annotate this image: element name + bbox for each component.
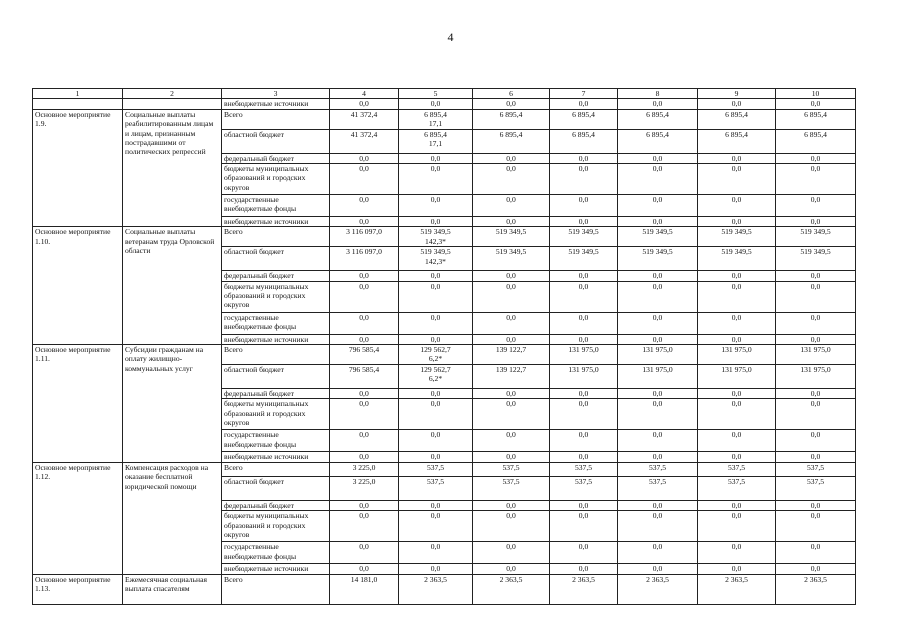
value-cell: 0,0	[399, 153, 473, 163]
value-cell: 0,0	[618, 164, 698, 195]
value-cell: 0,0	[550, 195, 618, 217]
value-cell: 0,0	[473, 388, 550, 398]
value-cell: 131 975,0	[776, 364, 856, 388]
value-cell: 0,0	[776, 281, 856, 312]
value-cell: 519 349,5	[550, 247, 618, 271]
funding-source-cell: внебюджетные источники	[222, 334, 330, 344]
value-cell: 0,0	[776, 271, 856, 281]
value-cell: 0,0	[399, 312, 473, 334]
value-cell: 0,0	[399, 271, 473, 281]
value-cell: 0,0	[698, 334, 776, 344]
value-cell: 0,0	[776, 334, 856, 344]
value-cell: 0,0	[399, 452, 473, 462]
value-cell: 0,0	[698, 281, 776, 312]
value-cell: 0,0	[330, 153, 399, 163]
value-cell: 0,0	[550, 564, 618, 574]
value-cell: 2 363,5	[550, 574, 618, 604]
value-cell: 0,0	[698, 542, 776, 564]
value-cell: 0,0	[399, 281, 473, 312]
column-number: 7	[550, 89, 618, 99]
value-cell: 0,0	[399, 217, 473, 227]
value-cell: 6 895,4	[776, 129, 856, 153]
value-cell: 6 895,4	[618, 129, 698, 153]
value-cell: 6 895,4	[698, 109, 776, 129]
value-cell: 0,0	[776, 153, 856, 163]
table-row	[33, 109, 856, 129]
table-row	[33, 574, 856, 604]
value-cell: 6 895,4	[698, 129, 776, 153]
value-cell: 131 975,0	[698, 345, 776, 365]
funding-source-cell: Всего	[222, 227, 330, 247]
value-cell: 6 895,4	[473, 129, 550, 153]
value-cell: 796 585,4	[330, 364, 399, 388]
funding-source-cell: государственные внебюджетные фонды	[222, 312, 330, 334]
value-cell: 537,5	[776, 462, 856, 476]
measure-name-cell: Основное мероприятие 1.12.	[33, 462, 123, 574]
value-cell: 0,0	[550, 511, 618, 542]
value-cell: 139 122,7	[473, 364, 550, 388]
value-cell: 0,0	[473, 399, 550, 430]
value-cell: 0,0	[698, 452, 776, 462]
funding-source-cell: Всего	[222, 574, 330, 604]
table-row	[33, 462, 856, 476]
value-cell: 0,0	[330, 334, 399, 344]
value-cell: 0,0	[550, 99, 618, 109]
value-cell: 519 349,5	[618, 227, 698, 247]
value-cell: 3 116 097,0	[330, 247, 399, 271]
funding-source-cell: областной бюджет	[222, 364, 330, 388]
value-cell: 537,5	[550, 462, 618, 476]
value-cell: 0,0	[473, 564, 550, 574]
funding-source-cell: государственные внебюджетные фонды	[222, 430, 330, 452]
value-cell: 0,0	[776, 217, 856, 227]
value-cell: 131 975,0	[618, 364, 698, 388]
value-cell: 14 181,0	[330, 574, 399, 604]
value-cell: 0,0	[618, 281, 698, 312]
value-cell: 0,0	[330, 564, 399, 574]
funding-source-cell: федеральный бюджет	[222, 153, 330, 163]
value-cell: 0,0	[698, 388, 776, 398]
value-cell: 0,0	[473, 164, 550, 195]
value-cell: 0,0	[698, 153, 776, 163]
value-cell: 0,0	[698, 99, 776, 109]
value-cell: 0,0	[776, 99, 856, 109]
column-number: 8	[618, 89, 698, 99]
value-cell: 0,0	[698, 312, 776, 334]
value-cell: 0,0	[399, 500, 473, 510]
column-number: 4	[330, 89, 399, 99]
value-cell: 537,5	[550, 476, 618, 500]
funding-source-cell: внебюджетные источники	[222, 99, 330, 109]
column-number: 2	[123, 89, 222, 99]
value-cell: 0,0	[473, 511, 550, 542]
value-cell: 0,0	[330, 217, 399, 227]
value-cell: 6 895,4	[550, 109, 618, 129]
value-cell: 0,0	[698, 430, 776, 452]
funding-source-cell: областной бюджет	[222, 476, 330, 500]
table-row	[33, 227, 856, 247]
value-cell: 0,0	[399, 430, 473, 452]
value-cell: 6 895,4	[473, 109, 550, 129]
value-cell: 139 122,7	[473, 345, 550, 365]
measure-name-cell: Основное мероприятие 1.10.	[33, 227, 123, 345]
value-cell: 0,0	[399, 542, 473, 564]
value-cell: 519 349,5	[776, 227, 856, 247]
value-cell: 0,0	[550, 542, 618, 564]
column-number-row	[33, 89, 856, 99]
value-cell: 537,5	[698, 476, 776, 500]
value-cell: 519 349,5	[473, 227, 550, 247]
value-cell: 0,0	[698, 500, 776, 510]
value-cell: 0,0	[473, 99, 550, 109]
value-cell: 537,5	[399, 462, 473, 476]
value-cell: 0,0	[399, 511, 473, 542]
value-cell: 0,0	[473, 452, 550, 462]
value-cell: 0,0	[550, 153, 618, 163]
measure-name-cell	[33, 99, 123, 109]
funding-source-cell: внебюджетные источники	[222, 452, 330, 462]
value-cell: 0,0	[618, 399, 698, 430]
value-cell: 0,0	[330, 430, 399, 452]
funding-source-cell: Всего	[222, 109, 330, 129]
value-cell: 0,0	[550, 281, 618, 312]
value-cell: 0,0	[330, 542, 399, 564]
value-cell: 0,0	[473, 153, 550, 163]
funding-source-cell: Всего	[222, 462, 330, 476]
value-cell: 0,0	[473, 195, 550, 217]
value-cell: 0,0	[698, 217, 776, 227]
measure-name-cell: Основное мероприятие 1.13.	[33, 574, 123, 604]
value-cell: 0,0	[399, 564, 473, 574]
value-cell: 0,0	[330, 399, 399, 430]
funding-source-cell: федеральный бюджет	[222, 271, 330, 281]
value-cell: 6 895,4 17,1	[399, 109, 473, 129]
value-cell: 0,0	[330, 164, 399, 195]
value-cell: 0,0	[330, 511, 399, 542]
value-cell: 0,0	[776, 452, 856, 462]
value-cell: 2 363,5	[473, 574, 550, 604]
page-number: 4	[447, 30, 454, 44]
value-cell: 0,0	[698, 399, 776, 430]
value-cell: 0,0	[330, 500, 399, 510]
value-cell: 537,5	[618, 462, 698, 476]
value-cell: 6 895,4	[776, 109, 856, 129]
value-cell: 131 975,0	[698, 364, 776, 388]
value-cell: 796 585,4	[330, 345, 399, 365]
value-cell: 0,0	[776, 430, 856, 452]
value-cell: 0,0	[618, 388, 698, 398]
value-cell: 131 975,0	[776, 345, 856, 365]
value-cell: 0,0	[550, 430, 618, 452]
funding-source-cell: бюджеты муниципальных образований и городских округов	[222, 164, 330, 195]
value-cell: 3 225,0	[330, 462, 399, 476]
value-cell: 0,0	[550, 271, 618, 281]
value-cell: 519 349,5	[473, 247, 550, 271]
value-cell: 0,0	[618, 195, 698, 217]
value-cell: 0,0	[399, 388, 473, 398]
value-cell: 0,0	[550, 164, 618, 195]
funding-source-cell: областной бюджет	[222, 129, 330, 153]
funding-source-cell: государственные внебюджетные фонды	[222, 195, 330, 217]
value-cell: 6 895,4	[550, 129, 618, 153]
value-cell: 0,0	[550, 452, 618, 462]
value-cell: 537,5	[776, 476, 856, 500]
value-cell: 519 349,5	[698, 227, 776, 247]
funding-source-cell: внебюджетные источники	[222, 217, 330, 227]
value-cell: 0,0	[618, 99, 698, 109]
value-cell: 0,0	[399, 399, 473, 430]
column-number: 1	[33, 89, 123, 99]
funding-source-cell: внебюджетные источники	[222, 564, 330, 574]
value-cell: 0,0	[618, 271, 698, 281]
measure-title-cell: Компенсация расходов на оказание бесплатной юридической помощи	[123, 462, 222, 574]
value-cell: 0,0	[776, 312, 856, 334]
measure-title-cell: Субсидии гражданам на оплату жилищно-коммунальных услуг	[123, 345, 222, 463]
value-cell: 2 363,5	[776, 574, 856, 604]
value-cell: 0,0	[776, 500, 856, 510]
value-cell: 0,0	[618, 452, 698, 462]
value-cell: 0,0	[618, 334, 698, 344]
value-cell: 41 372,4	[330, 109, 399, 129]
value-cell: 0,0	[550, 388, 618, 398]
value-cell: 0,0	[473, 271, 550, 281]
budget-table	[32, 88, 856, 605]
funding-source-cell: бюджеты муниципальных образований и городских округов	[222, 281, 330, 312]
funding-source-cell: государственные внебюджетные фонды	[222, 542, 330, 564]
value-cell: 0,0	[473, 312, 550, 334]
value-cell: 0,0	[618, 153, 698, 163]
column-number: 10	[776, 89, 856, 99]
measure-title-cell: Ежемесячная социальная выплата спасателям	[123, 574, 222, 604]
value-cell: 0,0	[618, 312, 698, 334]
value-cell: 0,0	[698, 164, 776, 195]
measure-name-cell: Основное мероприятие 1.9.	[33, 109, 123, 227]
value-cell: 131 975,0	[618, 345, 698, 365]
value-cell: 131 975,0	[550, 345, 618, 365]
value-cell: 0,0	[776, 388, 856, 398]
funding-source-cell: бюджеты муниципальных образований и городских округов	[222, 399, 330, 430]
value-cell: 0,0	[473, 542, 550, 564]
value-cell: 0,0	[776, 164, 856, 195]
value-cell: 0,0	[399, 99, 473, 109]
value-cell: 519 349,5	[618, 247, 698, 271]
value-cell: 0,0	[618, 430, 698, 452]
column-number: 9	[698, 89, 776, 99]
value-cell: 0,0	[698, 271, 776, 281]
value-cell: 0,0	[776, 511, 856, 542]
value-cell: 0,0	[776, 564, 856, 574]
value-cell: 2 363,5	[618, 574, 698, 604]
value-cell: 0,0	[330, 281, 399, 312]
funding-source-cell: Всего	[222, 345, 330, 365]
value-cell: 0,0	[330, 271, 399, 281]
value-cell: 0,0	[618, 500, 698, 510]
value-cell: 0,0	[550, 334, 618, 344]
table-body	[33, 99, 856, 604]
value-cell: 519 349,5 142,3*	[399, 227, 473, 247]
value-cell: 131 975,0	[550, 364, 618, 388]
measure-name-cell: Основное мероприятие 1.11.	[33, 345, 123, 463]
column-number: 6	[473, 89, 550, 99]
value-cell: 129 562,7 6,2*	[399, 364, 473, 388]
value-cell: 0,0	[618, 217, 698, 227]
value-cell: 0,0	[618, 511, 698, 542]
value-cell: 0,0	[776, 542, 856, 564]
value-cell: 6 895,4	[618, 109, 698, 129]
value-cell: 3 116 097,0	[330, 227, 399, 247]
value-cell: 519 349,5	[776, 247, 856, 271]
value-cell: 0,0	[399, 164, 473, 195]
value-cell: 6 895,4 17,1	[399, 129, 473, 153]
value-cell: 0,0	[330, 452, 399, 462]
value-cell: 0,0	[330, 99, 399, 109]
value-cell: 537,5	[698, 462, 776, 476]
funding-source-cell: федеральный бюджет	[222, 388, 330, 398]
value-cell: 0,0	[399, 195, 473, 217]
value-cell: 3 225,0	[330, 476, 399, 500]
value-cell: 0,0	[473, 430, 550, 452]
measure-title-cell: Социальные выплаты ветеранам труда Орловской области	[123, 227, 222, 345]
funding-source-cell: бюджеты муниципальных образований и городских округов	[222, 511, 330, 542]
value-cell: 537,5	[473, 462, 550, 476]
value-cell: 519 349,5	[698, 247, 776, 271]
value-cell: 537,5	[473, 476, 550, 500]
funding-source-cell: федеральный бюджет	[222, 500, 330, 510]
value-cell: 537,5	[399, 476, 473, 500]
value-cell: 0,0	[550, 399, 618, 430]
value-cell: 0,0	[618, 542, 698, 564]
value-cell: 0,0	[698, 195, 776, 217]
value-cell: 41 372,4	[330, 129, 399, 153]
value-cell: 0,0	[550, 217, 618, 227]
value-cell: 0,0	[330, 195, 399, 217]
value-cell: 2 363,5	[399, 574, 473, 604]
value-cell: 2 363,5	[698, 574, 776, 604]
value-cell: 0,0	[776, 399, 856, 430]
measure-title-cell: Социальные выплаты реабилитированным лицам и лицам, признанным пострадавшими от политических репрессий	[123, 109, 222, 227]
value-cell: 0,0	[330, 312, 399, 334]
table-row	[33, 345, 856, 365]
funding-source-cell: областной бюджет	[222, 247, 330, 271]
value-cell: 0,0	[776, 195, 856, 217]
value-cell: 0,0	[399, 334, 473, 344]
value-cell: 129 562,7 6,2*	[399, 345, 473, 365]
value-cell: 0,0	[550, 312, 618, 334]
value-cell: 0,0	[550, 500, 618, 510]
value-cell: 519 349,5 142,3*	[399, 247, 473, 271]
table-row	[33, 99, 856, 109]
value-cell: 0,0	[698, 564, 776, 574]
value-cell: 0,0	[618, 564, 698, 574]
value-cell: 0,0	[473, 500, 550, 510]
value-cell: 0,0	[698, 511, 776, 542]
measure-title-cell	[123, 99, 222, 109]
value-cell: 0,0	[473, 334, 550, 344]
value-cell: 519 349,5	[550, 227, 618, 247]
value-cell: 0,0	[473, 217, 550, 227]
value-cell: 0,0	[330, 388, 399, 398]
value-cell: 537,5	[618, 476, 698, 500]
column-number: 3	[222, 89, 330, 99]
value-cell: 0,0	[473, 281, 550, 312]
column-number: 5	[399, 89, 473, 99]
